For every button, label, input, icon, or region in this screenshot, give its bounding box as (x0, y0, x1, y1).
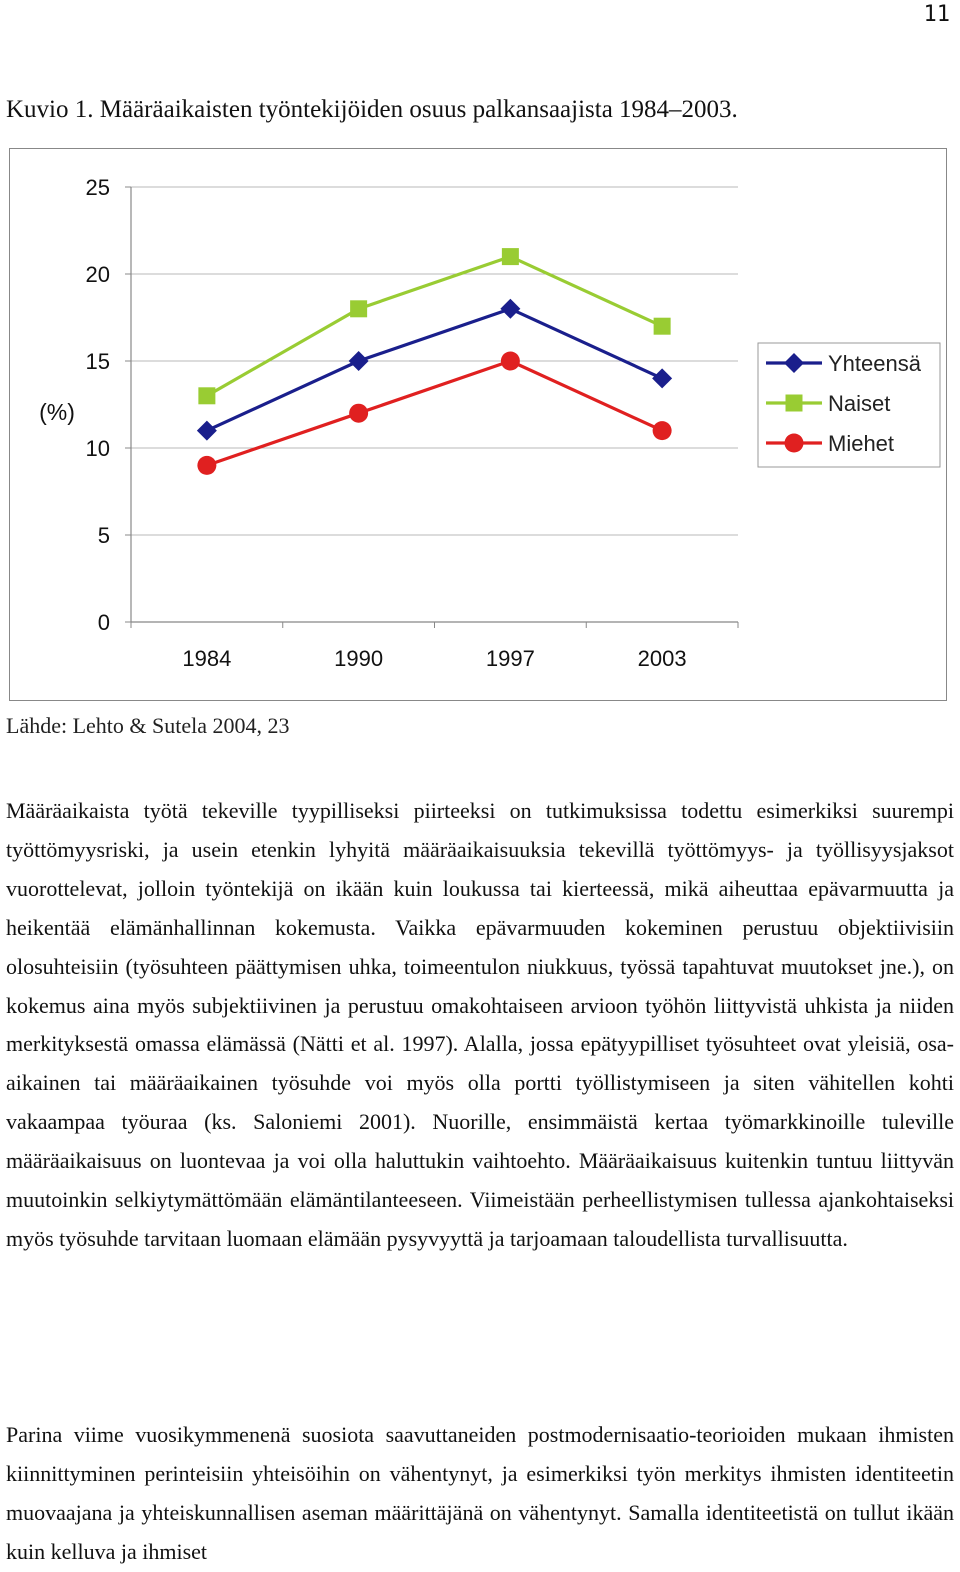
y-tick-label: 15 (85, 349, 110, 374)
page-number: 11 (923, 2, 950, 27)
figure-source: Lähde: Lehto & Sutela 2004, 23 (6, 713, 290, 738)
legend-marker (785, 434, 804, 453)
y-tick-label: 5 (97, 523, 110, 548)
x-tick-label: 1997 (485, 646, 535, 671)
series-line-yhteensä (207, 309, 662, 431)
legend-label: Miehet (828, 431, 895, 456)
legend-marker (786, 395, 803, 412)
series-line-naiset (207, 257, 662, 396)
y-tick-label: 0 (97, 610, 110, 635)
data-point-naiset (502, 248, 519, 265)
data-point-naiset (198, 387, 215, 404)
series-line-miehet (207, 361, 662, 465)
data-point-yhteensä (652, 368, 672, 388)
body-paragraph-2: Parina viime vuosikymmenenä suosiota saavuttaneiden postmodernisaatio-teorioiden mukaan ihmisten kiinnittyminen perinteisiin yhteisöihin on vähentynyt, ja esimerkiksi työn merkitys ihmisten identiteetin muovaajana ja yhteiskunnallisen aseman määrittäjänä on vähentynyt. Samalla identiteetistä on tullut ikään kuin kelluva ja ihmiset (6, 1422, 954, 1564)
chart-frame (9, 148, 947, 701)
data-point-naiset (350, 300, 367, 317)
line-chart (10, 149, 946, 700)
y-axis-label: (%) (39, 399, 75, 425)
data-point-miehet (349, 404, 368, 423)
figure-caption: Kuvio 1. Määräaikaisten työntekijöiden osuus palkansaajista 1984–2003. (6, 96, 738, 123)
data-point-miehet (197, 456, 216, 475)
data-point-miehet (653, 421, 672, 440)
data-point-miehet (501, 352, 520, 371)
x-tick-label: 1984 (182, 646, 232, 671)
y-tick-label: 20 (85, 262, 110, 287)
x-tick-label: 1990 (334, 646, 384, 671)
data-point-yhteensä (349, 351, 369, 371)
legend-label: Naiset (828, 391, 891, 416)
y-tick-label: 25 (85, 175, 110, 200)
y-tick-label: 10 (85, 436, 110, 461)
body-paragraph-1: Määräaikaista työtä tekeville tyypilliseksi piirteeksi on tutkimuksissa todettu esimerkiksi suurempi työttömyysriski, ja usein etenkin lyhyitä määräaikaisuuksia tekevillä työttömyys- ja työllisyysjaksot vuorottelevat, jolloin työntekijä on ikään kuin loukussa tai kierteessä, mikä aiheuttaa epävarmuutta ja heikentää elämänhallinnan kokemusta. Vaikka epävarmuuden kokeminen perustuu objektiivisiin olosuhteisiin (työsuhteen päättymisen uhka, toimeentulon niukkuus, työssä tapahtuvat muutokset jne.), on kokemus aina myös subjektiivinen ja perustuu omakohtaiseen arvioon työhön liittyvistä uhkista ja niiden merkityksestä omassa elämässä (Nätti et al. 1997). Alalla, jossa epätyypilliset työsuhteet ovat yleisiä, osa-aikainen tai määräaikainen työsuhde voi myös olla portti työllistymiseen ja siten vähitellen kohti vakaampaa työuraa (ks. Saloniemi 2001). Nuorille, ensimmäistä kertaa työmarkkinoille tuleville määräaikaisuus on luontevaa ja voi olla haluttukin vaihtoehto. Määräaikaisuus kuitenkin tuntuu liittyvän muutoinkin selkiytymättömään elämäntilanteeseen. Viimeistään perheellistymisen tullessa ajankohtaiseksi myös työsuhde tarvitaan luomaan elämään pysyvyyttä ja tarjoamaan taloudellista turvallisuutta. (6, 798, 954, 1251)
x-tick-label: 2003 (637, 646, 687, 671)
data-point-yhteensä (197, 421, 217, 441)
data-point-yhteensä (500, 299, 520, 319)
legend-label: Yhteensä (828, 351, 921, 376)
data-point-naiset (654, 318, 671, 335)
